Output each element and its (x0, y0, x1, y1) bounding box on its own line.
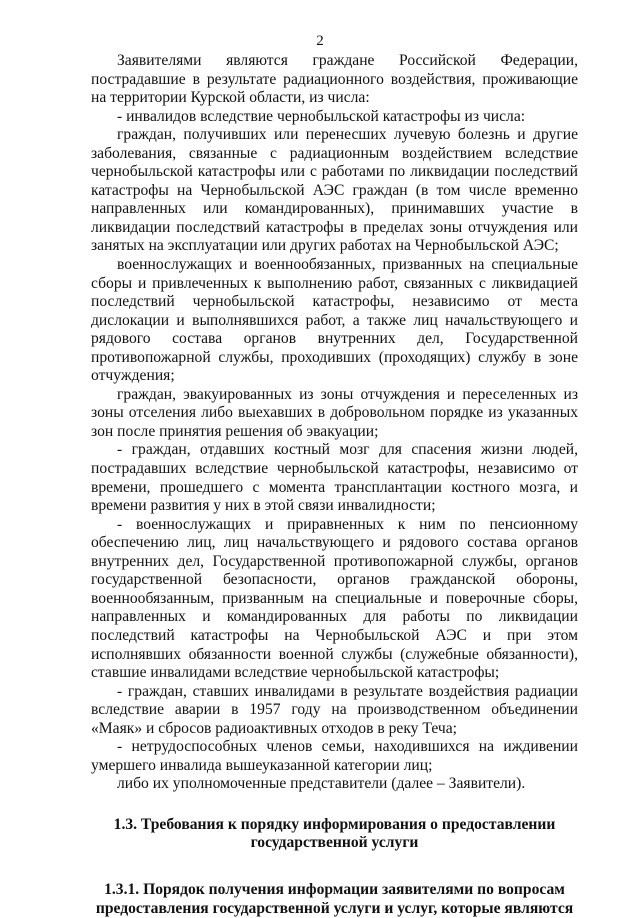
paragraph-radiation-illness: граждан, получивших или перенесших лучевую болезнь и другие заболевания, связанные с радиационным воздействием вследствие чернобыльской катастрофы или с работами по ликвидации последствий катастрофы на Чернобыльской АЭС граждан (в том числе временно направленных или командированных), принимавших участие в ликвидации последствий катастрофы в пределах зоны отчуждения или занятых на эксплуатации или других работах на Чернобыльской АЭС; (91, 126, 578, 255)
paragraph-evacuated-citizens: граждан, эвакуированных из зоны отчуждения и переселенных из зоны отселения либо выехавших в добровольном порядке из указанных зон после принятия решения об эвакуации; (91, 385, 578, 440)
section-heading-1-3-1 (91, 881, 578, 918)
paragraph-disabled-chernobyl: - инвалидов вследствие чернобыльской катастрофы из числа: (117, 107, 526, 125)
page-number: 2 (316, 33, 324, 49)
paragraph-representatives: либо их уполномоченные представители (далее – Заявители). (117, 775, 526, 793)
paragraph-applicants-intro: Заявителями являются граждане Российской Федерации, пострадавшие в результате радиационного воздействия, проживающие на территории Курской области, из числа: (91, 52, 578, 107)
paragraph-bone-marrow-donors: - граждан, отдавших костный мозг для спасения жизни людей, пострадавших вследствие чернобыльской катастрофы, независимо от времени, прошедшего с момента трансплантации костного мозга, и времени развития у них в этой связи инвалидности; (91, 441, 578, 515)
section-heading-1-3-1-line1: 1.3.1. Порядок получения информации заявителями по вопросам (104, 881, 565, 899)
section-heading-1-3-line2: государственной услуги (250, 834, 419, 852)
section-heading-1-3-line1: 1.3. Требования к порядку информирования о предоставлении (113, 815, 556, 833)
paragraph-mayak-accident: - граждан, ставших инвалидами в результате воздействия радиации вследствие аварии в 1957 году на производственном объединении «Маяк» и сбросов радиоактивных отходов в реку Теча; (91, 682, 578, 737)
section-heading-1-3-1-line2: предоставления государственной услуги и услуг, которые являются (95, 899, 574, 917)
paragraph-military-liquidators: - военнослужащих и приравненных к ним по пенсионному обеспечению лиц, лиц начальствующего и рядового состава органов внутренних дел, Государственной противопожарной службы, органов государственной безопасности, органов гражданской обороны, военнообязанным, призванным на специальные и поверочные сборы, направленных и командированных для работы по ликвидации последствий катастрофы на Чернобыльской АЭС и при этом исполнявших обязанности военной службы (служебные обязанности), ставшие инвалидами вследствие чернобыльской катастрофы; (91, 515, 578, 682)
paragraph-dependents: - нетрудоспособных членов семьи, находившихся на иждивении умершего инвалида вышеуказанной категории лиц; (91, 738, 578, 774)
paragraph-military-personnel: военнослужащих и военнообязанных, призванных на специальные сборы и привлеченных к выполнению работ, связанных с ликвидацией последствий чернобыльской катастрофы, независимо от места дислокации и выполнявшихся работ, а также лиц начальствующего и рядового состава органов внутренних дел, Государственной противопожарной службы, проходивших (проходящих) службу в зоне отчуждения; (91, 256, 578, 385)
document-body (91, 52, 578, 918)
section-heading-1-3 (91, 816, 578, 853)
